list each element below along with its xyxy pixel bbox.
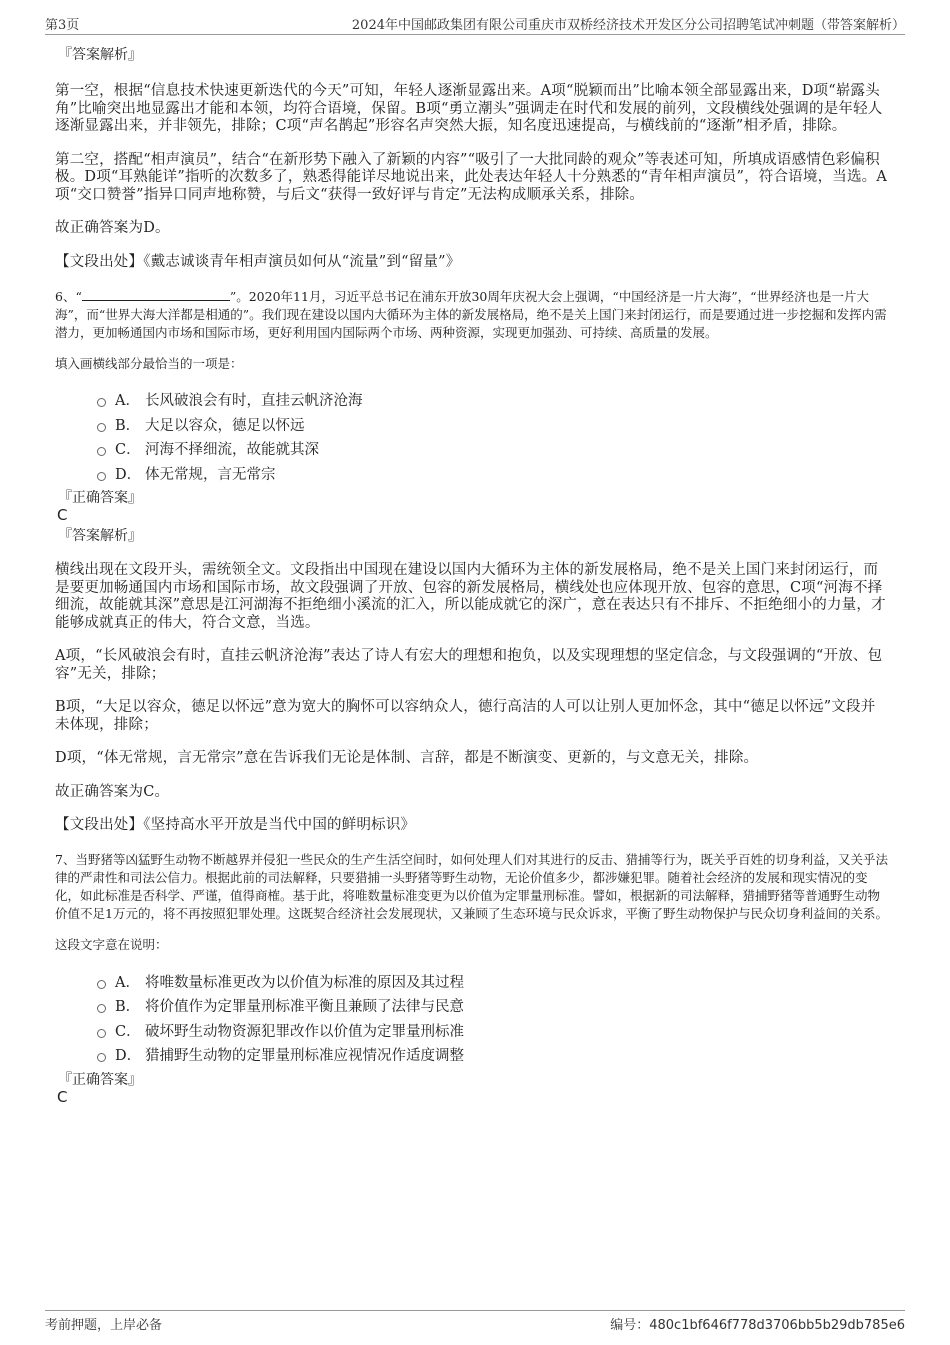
analysis-heading: 『答案解析』 xyxy=(58,528,142,544)
option-a[interactable]: A． 长风破浪会有时，直挂云帆济沧海 xyxy=(55,389,890,414)
radio-icon[interactable] xyxy=(97,1029,106,1038)
option-a[interactable]: A． 将唯数量标准更改为以价值为标准的原因及其过程 xyxy=(55,971,890,996)
analysis-heading: 『答案解析』 xyxy=(58,47,142,63)
document-title: 2024年中国邮政集团有限公司重庆市双桥经济技术开发区分公司招聘笔试冲刺题（带答案解析） xyxy=(351,18,905,33)
radio-icon[interactable] xyxy=(97,423,106,432)
question-6-stem xyxy=(55,288,890,342)
page-number: 第3页 xyxy=(45,18,80,33)
analysis-paragraph: A项，“长风破浪会有时，直挂云帆济沧海”表达了诗人有宏大的理想和抱负，以及实现理想的坚定信念，与文段强调的“开放、包容”无关，排除； xyxy=(55,648,883,682)
analysis-paragraph: D项，“体无常规，言无常宗”意在告诉我们无论是体制、言辞，都是不断演变、更新的，与文意无关，排除。 xyxy=(55,750,759,766)
radio-icon[interactable] xyxy=(97,1004,106,1013)
document-id-label: 编号： xyxy=(610,1318,650,1333)
radio-icon[interactable] xyxy=(97,398,106,407)
option-d[interactable]: D． 猎捕野生动物的定罪量刑标准应视情况作适度调整 xyxy=(55,1044,890,1069)
question-text: ”。2020年11月，习近平总书记在浦东开放30周年庆祝大会上强调，“中国经济是一片大海”，“世界经济也是一片大海”，而“世界大海大洋都是相通的”。我们现在建设以国内大循环为主体的新发展格局，绝不是关上国门来封闭运行，而是要通过进一步挖掘和发挥内需潜力，更加畅通国内市场和国际市场，更好利用国内国际两个市场、两种资源，实现更加强劲、可持续、高质量的发展。 xyxy=(55,289,887,340)
question-7-stem: 7、当野猪等凶猛野生动物不断越界并侵犯一些民众的生产生活空间时，如何处理人们对其进行的反击、猎捕等行为，既关乎百姓的切身利益，又关乎法律的严肃性和司法公信力。根据此前的司法解释，只要猎捕一头野猪等野生动物，无论价值多少，都涉嫌犯罪。随着社会经济的发展和现实情况的变化，如此标准是否科学、严谨，值得商榷。基于此，将唯数量标准变更为以价值为定罪量刑标准。譬如，根据新的司法解释，猎捕野猪等普通野生动物价值不足1万元的，将不再按照犯罪处理。这既契合经济社会发展现状，又兼顾了生态环境与民众诉求，平衡了野生动物保护与民众切身利益间的关系。 xyxy=(55,851,888,921)
footer-slogan: 考前押题，上岸必备 xyxy=(45,1318,163,1333)
option-c[interactable]: C． 破坏野生动物资源犯罪改作以价值为定罪量刑标准 xyxy=(55,1020,890,1045)
document-id-value: 480c1bf646f778d3706bb5b29db785e6 xyxy=(649,1318,905,1333)
option-b[interactable]: B． 将价值作为定罪量刑标准平衡且兼顾了法律与民意 xyxy=(55,995,890,1020)
option-b[interactable]: B． 大足以容众，德足以怀远 xyxy=(55,414,890,439)
conclusion-text: 故正确答案为C。 xyxy=(55,783,170,800)
correct-answer-heading: 『正确答案』 xyxy=(58,1071,142,1088)
option-list xyxy=(55,389,890,487)
radio-icon[interactable] xyxy=(97,980,106,989)
radio-icon[interactable] xyxy=(97,1053,106,1062)
correct-answer: C xyxy=(57,506,68,524)
analysis-paragraph: 第二空，搭配“相声演员”，结合“在新形势下融入了新颖的内容”“吸引了一大批同龄的观众”等表述可知，所填成语感情色彩偏积极。D项“耳熟能详”指听的次数多了，熟悉得能详尽地说出来，此处表达年轻人十分熟悉的“青年相声演员”，符合语境，当选。A项“交口赞誉”指异口同声地称赞，与后文“获得一致好评与肯定”无法构成顺承关系，排除。 xyxy=(55,151,888,203)
question-number: 6、“ xyxy=(55,289,82,304)
question-prompt: 这段文字意在说明： xyxy=(55,936,168,952)
correct-answer-heading: 『正确答案』 xyxy=(58,490,142,506)
page-footer xyxy=(45,1310,905,1337)
document-body xyxy=(55,44,890,1106)
document-id xyxy=(610,1314,905,1333)
analysis-paragraph: 横线出现在文段开头，需统领全文。文段指出中国现在建设以国内大循环为主体的新发展格局，绝不是关上国门来封闭运行，而是要更加畅通国内市场和国际市场，故文段强调了开放、包容的新发展格局，横线处也应体现开放、包容的意思，C项“河海不择细流，故能就其深”意思是江河湖海不拒绝细小溪流的汇入，所以能成就它的深广，意在表达只有不排斥、不拒绝细小的力量，才能够成就真正的伟大，符合文意，当选。 xyxy=(55,562,886,631)
correct-answer: C xyxy=(57,1087,68,1106)
source-citation: 【文段出处】《坚持高水平开放是当代中国的鲜明标识》 xyxy=(55,817,416,833)
option-list xyxy=(55,971,890,1069)
source-citation: 【文段出处】《戴志诚谈青年相声演员如何从“流量”到“留量”》 xyxy=(55,253,461,270)
question-prompt: 填入画横线部分最恰当的一项是： xyxy=(55,356,243,371)
page-header xyxy=(45,12,905,35)
analysis-paragraph: 第一空，根据“信息技术快速更新迭代的今天”可知，年轻人逐渐显露出来。A项“脱颖而出”比喻本领全部显露出来，D项“崭露头角”比喻突出地显露出才能和本领，均符合语境，保留。B项“勇立潮头”强调走在时代和发展的前列，文段横线处强调的是年轻人逐渐显露出来，并非领先，排除；C项“声名鹊起”形容名声突然大振，知名度迅速提高，与横线前的“逐渐”相矛盾，排除。 xyxy=(55,83,883,134)
analysis-paragraph: B项，“大足以容众，德足以怀远”意为宽大的胸怀可以容纳众人，德行高洁的人可以让别人更加怀念，其中“德足以怀远”文段并未体现，排除； xyxy=(55,699,876,733)
radio-icon[interactable] xyxy=(97,447,106,456)
radio-icon[interactable] xyxy=(97,472,106,481)
option-d[interactable]: D． 体无常规，言无常宗 xyxy=(55,463,890,488)
conclusion-text: 故正确答案为D。 xyxy=(55,220,170,236)
fill-blank xyxy=(82,288,230,301)
option-c[interactable]: C． 河海不择细流，故能就其深 xyxy=(55,438,890,463)
